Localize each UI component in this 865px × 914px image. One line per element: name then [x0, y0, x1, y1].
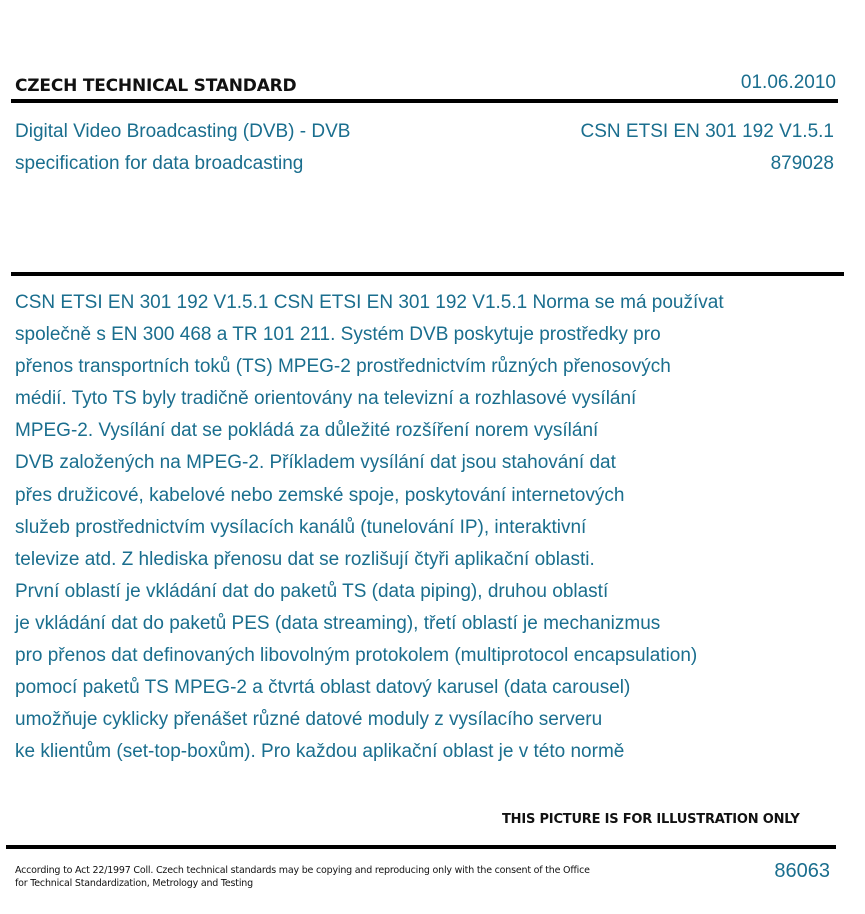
abstract-line: televize atd. Z hlediska přenosu dat se rozlišují čtyři aplikační oblasti.	[15, 548, 595, 570]
standard-code: CSN ETSI EN 301 192 V1.5.1	[580, 121, 834, 142]
abstract-line: umožňuje cyklicky přenášet různé datové moduly z vysílacího serveru	[15, 709, 603, 731]
standard-identifier	[581, 116, 834, 180]
abstract-line: přenos transportních toků (TS) MPEG-2 prostřednictvím různých přenosových	[15, 356, 671, 378]
standard-title	[15, 116, 350, 180]
abstract-line: pro přenos dat definovaných libovolným protokolem (multiprotocol encapsulation)	[15, 645, 698, 667]
illustration-note: THIS PICTURE IS FOR ILLUSTRATION ONLY	[502, 812, 800, 827]
copyright-line: for Technical Standardization, Metrology and Testing	[15, 878, 253, 889]
abstract-line: ke klientům (set-top-boxům). Pro každou aplikační oblast je v této normě	[15, 741, 625, 763]
document-type-label: CZECH TECHNICAL STANDARD	[15, 76, 297, 96]
abstract-text	[15, 287, 845, 768]
title-line: specification for data broadcasting	[15, 153, 304, 174]
abstract-line: DVB založených na MPEG-2. Příkladem vysílání dat jsou stahování dat	[15, 452, 616, 474]
copyright-notice	[15, 864, 590, 890]
abstract-line: CSN ETSI EN 301 192 V1.5.1 CSN ETSI EN 301 192 V1.5.1 Norma se má používat	[15, 292, 724, 313]
abstract-line: MPEG-2. Vysílání dat se pokládá za důležité rozšíření norem vysílání	[15, 420, 599, 442]
footer-divider	[6, 845, 836, 849]
title-line: Digital Video Broadcasting (DVB) - DVB	[15, 121, 351, 142]
copyright-line: According to Act 22/1997 Coll. Czech technical standards may be copying and reproducing only with the consent of the Office	[15, 865, 590, 876]
abstract-line: služeb prostřednictvím vysílacích kanálů (tunelování IP), interaktivní	[15, 516, 587, 538]
classification-number: 879028	[770, 153, 834, 174]
publication-date: 01.06.2010	[740, 72, 836, 93]
abstract-line: přes družicové, kabelové nebo zemské spoje, poskytování internetových	[15, 484, 625, 506]
abstract-line: společně s EN 300 468 a TR 101 211. Systém DVB poskytuje prostředky pro	[15, 324, 661, 346]
abstract-line: je vkládání dat do paketů PES (data streaming), třetí oblastí je mechanizmus	[15, 612, 661, 634]
abstract-line: První oblastí je vkládání dat do paketů TS (data piping), druhou oblastí	[15, 580, 609, 602]
header-divider	[11, 99, 838, 103]
abstract-line: pomocí paketů TS MPEG-2 a čtvrtá oblast datový karusel (data carousel)	[15, 677, 631, 699]
catalog-number: 86063	[774, 860, 830, 882]
abstract-line: médií. Tyto TS byly tradičně orientovány na televizní a rozhlasové vysílání	[15, 388, 637, 410]
title-divider	[11, 272, 844, 276]
